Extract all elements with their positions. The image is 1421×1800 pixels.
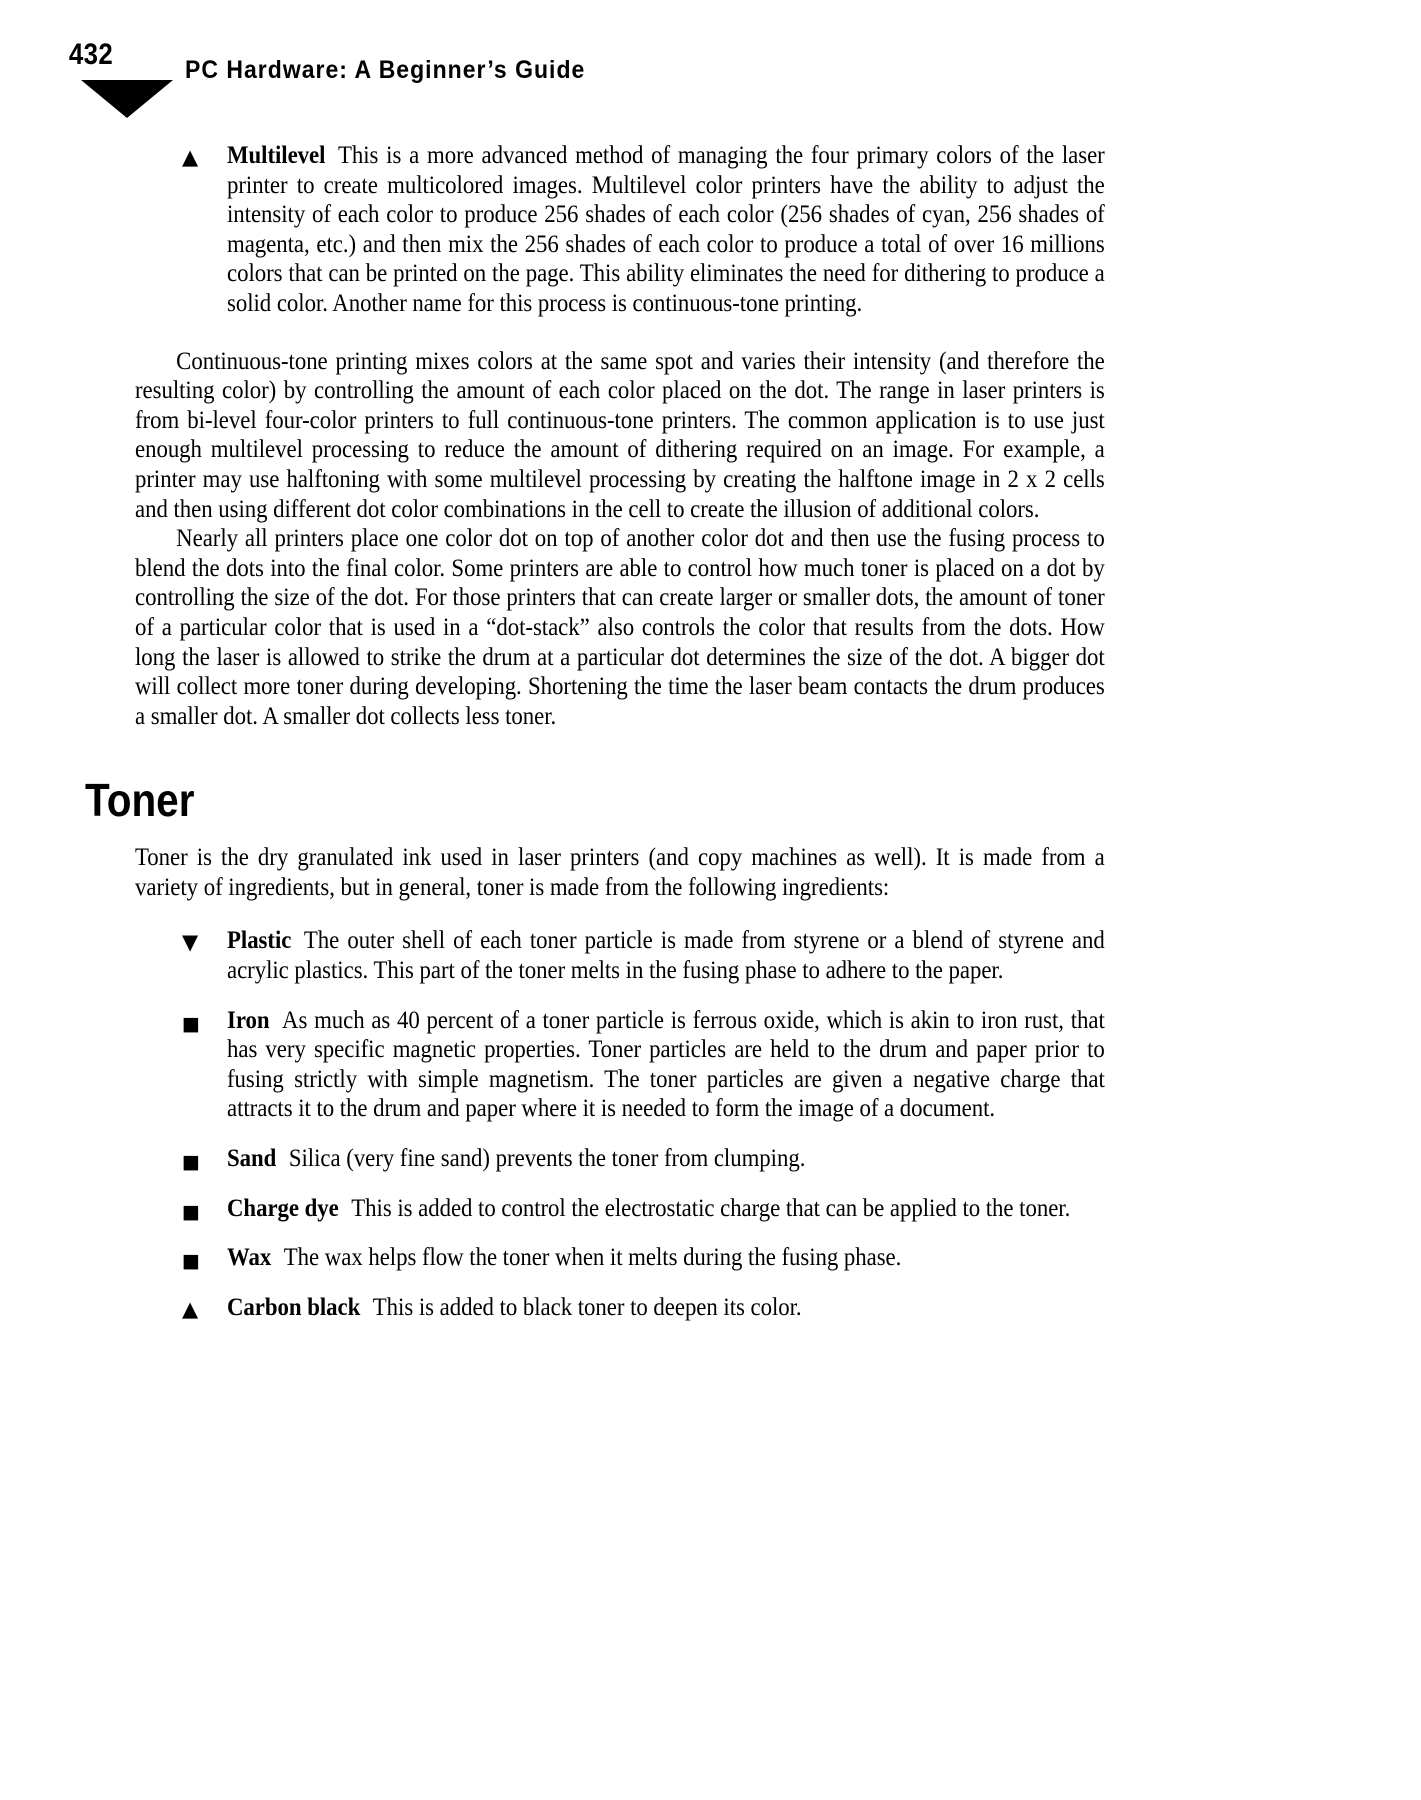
square-bullet-icon: ■ [182,1151,200,1174]
square-bullet-icon: ■ [182,1200,200,1223]
list-item-text: This is a more advanced method of managing the four primary colors of the laser printer to create multicolored images. Multilevel color printers have the ability to adjust the intensity of each color to produce 256 shades of each color (256 shades of cyan, 256 shades of magenta, etc.) and then mix the 256 shades of each color to produce a total of over 16 millions colors that can be printed on the page. This ability eliminates the need for dithering to produce a solid color. Another name for this process is continuous-tone printing. [227,140,1105,317]
list-item-term: Sand [227,1143,277,1173]
section-heading: Toner [85,774,195,827]
list-item-paragraph [227,925,1105,984]
list-item [135,1143,1105,1173]
list-item-term: Iron [227,1004,270,1034]
triangle-down-bullet-icon: ▼ [182,930,199,955]
triangle-up-bullet-icon: ▲ [182,145,199,169]
running-head [45,40,1145,110]
body-paragraph: Nearly all printers place one color dot on top of another color dot and then use the fusing process to blend the dots into the final color. Some printers are able to control how much toner is placed on a dot by controlling the size of the dot. For those printers that can create larger or smaller dots, the amount of toner of a particular color that is used in a “dot-stack” also controls the color that results from the dots. How long the laser is allowed to strike the drum at a particular dot determines the size of the dot. A bigger dot will collect more toner during developing. Shortening the time the laser beam contacts the drum produces a smaller dot. A smaller dot collects less toner. [135,523,1105,730]
list-item [135,1292,1105,1322]
list-item-text: The outer shell of each toner particle is made from styrene or a blend of styrene and acrylic plastics. This part of the toner melts in the fusing phase to adhere to the paper. [227,925,1105,985]
triangle-down-icon [81,80,173,118]
body-paragraph: Continuous-tone printing mixes colors at the same spot and varies their intensity (and therefore the resulting color) by controlling the amount of each color placed on the dot. The range in laser printers is from bi-level four-color printers to full continuous-tone printers. The common application is to use just enough multilevel processing to reduce the amount of dithering required on an image. For example, a printer may use halftoning with some multilevel processing by creating the halftone image in 2 x 2 cells and then using different dot color combinations in the cell to create the illusion of additional colors. [135,345,1105,523]
list-item-term: Carbon black [227,1291,361,1321]
list-item-text: Silica (very fine sand) prevents the toner from clumping. [288,1143,806,1173]
triangle-up-bullet-icon: ▲ [182,1296,199,1321]
square-bullet-icon: ■ [182,1250,200,1273]
list-item-term: Charge dye [227,1192,339,1222]
list-item-term: Wax [227,1242,272,1272]
book-title: PC Hardware: A Beginner’s Guide [185,56,586,84]
page-content [85,140,1105,1321]
list-item-text: The wax helps flow the toner when it melts during the fusing phase. [283,1242,902,1272]
list-item-term: Multilevel [227,140,326,169]
list-item-paragraph [227,1005,1105,1123]
list-item-text: As much as 40 percent of a toner particle is ferrous oxide, which is akin to iron rust, that has very specific magnetic properties. Toner particles are held to the drum and paper prior to fusing strictly with simple magnetism. The toner particles are given a negative charge that attracts it to the drum and paper where it is needed to form the image of a document. [227,1004,1105,1123]
list-item [135,140,1105,318]
list-item-text: This is added to black toner to deepen its color. [372,1291,802,1321]
list-item-paragraph [227,140,1105,318]
list-item-text: This is added to control the electrostatic charge that can be applied to the toner. [351,1192,1071,1222]
section-intro-paragraph: Toner is the dry granulated ink used in laser printers (and copy machines as well). It is made from a variety of ingredients, but in general, toner is made from the following ingredients: [135,842,1105,901]
list-item-paragraph [227,1193,1105,1223]
list-item-paragraph [227,1242,1105,1272]
square-bullet-icon: ■ [182,1012,200,1035]
list-item [135,925,1105,984]
page-number: 432 [68,38,114,71]
list-item-paragraph [227,1143,1105,1173]
list-item [135,1005,1105,1123]
list-item-term: Plastic [227,925,292,955]
list-item-paragraph [227,1292,1105,1322]
list-item [135,1193,1105,1223]
list-item [135,1242,1105,1272]
